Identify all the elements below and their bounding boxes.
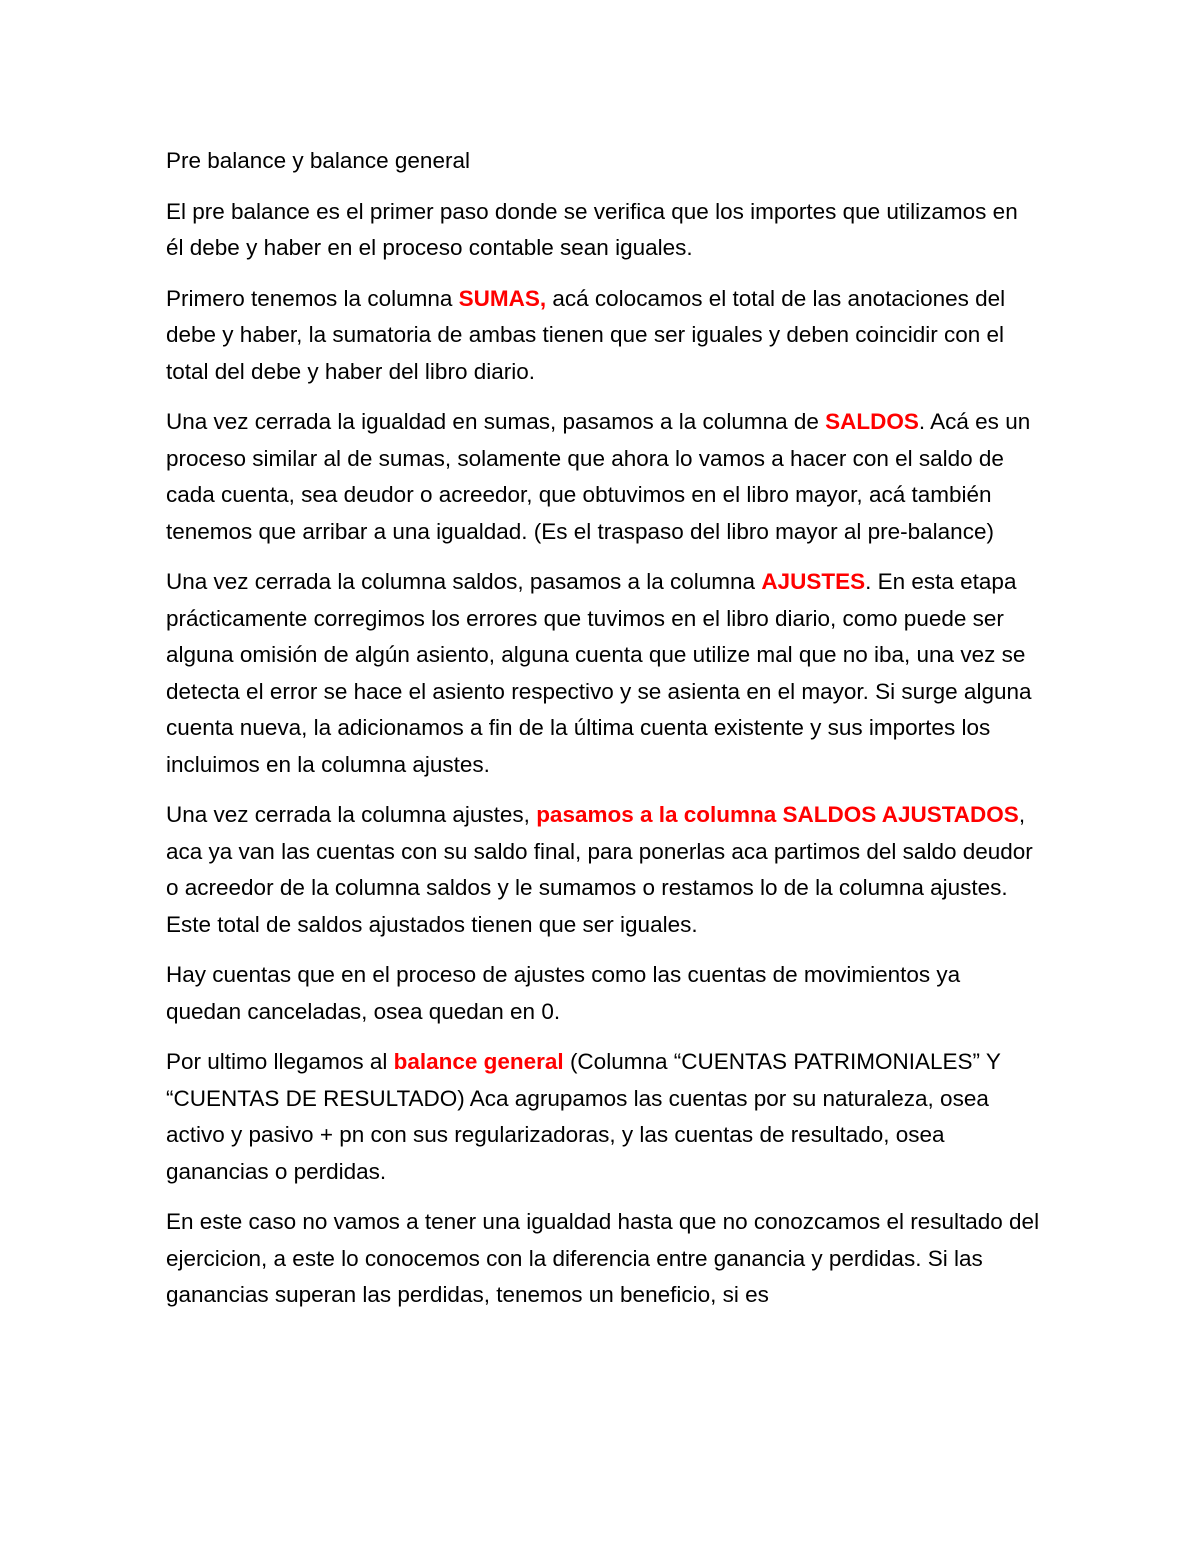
- paragraph-saldos-before: Una vez cerrada la igualdad en sumas, pasamos a la columna de: [166, 409, 826, 434]
- highlight-balance-general: balance general: [393, 1049, 564, 1074]
- paragraph-movimientos: Hay cuentas que en el proceso de ajustes como las cuentas de movimientos ya quedan canceladas, osea quedan en 0.: [166, 962, 961, 1024]
- highlight-saldos: SALDOS: [825, 409, 919, 434]
- paragraph-sumas-before: Primero tenemos la columna: [166, 285, 459, 311]
- paragraph-saldos-ajustados-before: Una vez cerrada la columna ajustes,: [166, 802, 537, 827]
- paragraph-intro: El pre balance es el primer paso donde se verifica que los importes que utilizamos en él debe y haber en el proceso contable sean iguales.: [166, 198, 1018, 260]
- paragraph-sumas-after: acá colocamos el total de las anotaciones del debe y haber, la sumatoria de ambas tienen que ser iguales y deben coincidir con el total del debe y haber del libro diario.: [166, 285, 1006, 384]
- paragraph-resultado: En este caso no vamos a tener una igualdad hasta que no conozcamos el resultado del ejercicion, a este lo conocemos con la diferencia entre ganancia y perdidas. Si las ganancias superan las perdidas, tenemos un beneficio, si es: [166, 1209, 1040, 1307]
- paragraph-ajustes: [166, 564, 1040, 783]
- paragraph-balance-general: [166, 1044, 1040, 1190]
- paragraph-sumas: [166, 281, 1040, 391]
- document-title: Pre balance y balance general: [166, 148, 470, 173]
- paragraph-saldos: [166, 404, 1040, 550]
- paragraph-saldos-after: . Acá es un proceso similar al de sumas, solamente que ahora lo vamos a hacer con el saldo de cada cuenta, sea deudor o acreedor, que obtuvimos en el libro mayor, acá también tenemos que arribar a una igualdad. (Es el traspaso del libro mayor al pre-balance): [166, 409, 1031, 544]
- paragraph-saldos-ajustados-after: , aca ya van las cuentas con su saldo final, para ponerlas aca partimos del saldo deudor o acreedor de la columna saldos y le sumamos o restamos lo de la columna ajustes. Este total de saldos ajustados tienen que ser iguales.: [166, 802, 1033, 937]
- highlight-ajustes: AJUSTES: [761, 569, 866, 594]
- paragraph-balance-general-after: (Columna “CUENTAS PATRIMONIALES” Y “CUENTAS DE RESULTADO) Aca agrupamos las cuentas por su naturaleza, osea activo y pasivo + pn con sus regularizadoras, y las cuentas de resultado, osea ganancias o perdidas.: [166, 1049, 1001, 1184]
- paragraph-ajustes-before: Una vez cerrada la columna saldos, pasamos a la columna: [166, 569, 762, 594]
- highlight-sumas: SUMAS,: [458, 285, 547, 311]
- highlight-saldos-ajustados: pasamos a la columna SALDOS AJUSTADOS: [536, 802, 1019, 827]
- paragraph-saldos-ajustados: [166, 797, 1040, 943]
- paragraph-balance-general-before: Por ultimo llegamos al: [166, 1049, 394, 1074]
- paragraph-ajustes-after: . En esta etapa prácticamente corregimos los errores que tuvimos en el libro diario, como puede ser alguna omisión de algún asiento, alguna cuenta que utilize mal que no iba, una vez se detecta el error se hace el asiento respectivo y se asienta en el mayor. Si surge alguna cuenta nueva, la adicionamos a fin de la última cuenta existente y sus importes los incluimos en la columna ajustes.: [166, 569, 1032, 777]
